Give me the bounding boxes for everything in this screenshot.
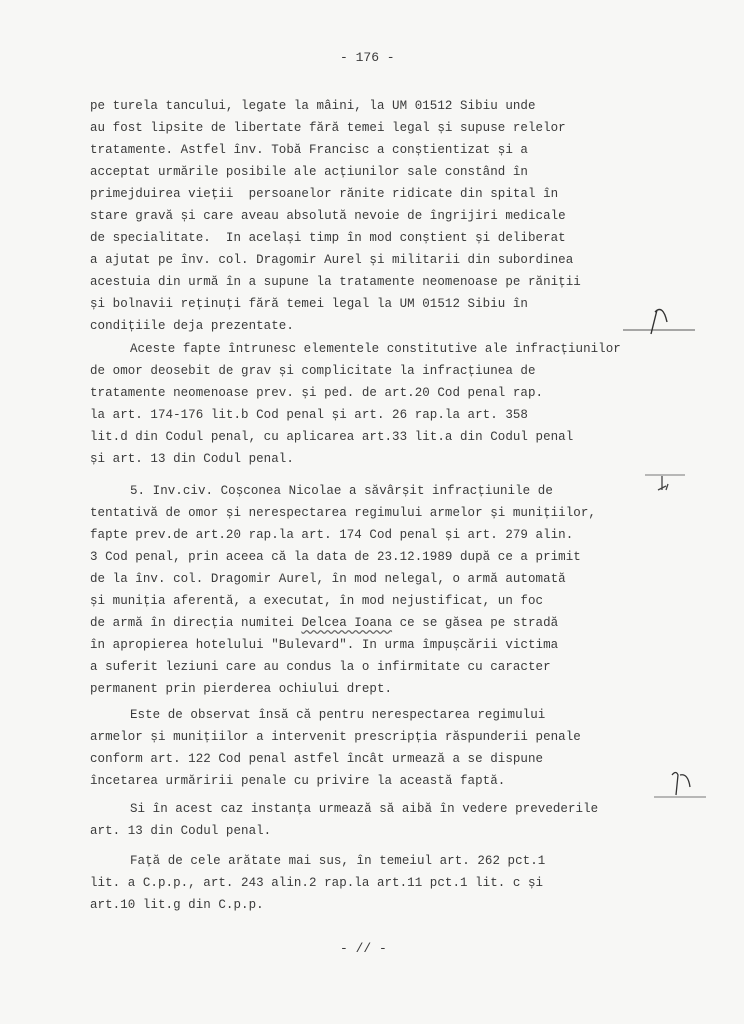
text-line: art.10 lit.g din C.p.p. (90, 898, 264, 912)
text-line: de omor deosebit de grav și complicitate la infracțiunea de (90, 364, 536, 378)
underlined-name: Delcea Ioana (301, 616, 393, 630)
text-line: în apropierea hotelului "Bulevard". In urma împușcării victima (90, 638, 559, 652)
text-line: Față de cele arătate mai sus, în temeiul art. 262 pct.1 (130, 854, 546, 868)
text-line: Si în acest caz instanța urmează să aibă în vedere prevederile (130, 802, 599, 816)
text-line: la art. 174-176 lit.b Cod penal și art. 26 rap.la art. 358 (90, 408, 528, 422)
text-line: acestuia din urmă în a supune la tratamente neomenoase pe răniții (90, 275, 581, 289)
text-line: permanent prin pierderea ochiului drept. (90, 682, 393, 696)
text-line: acceptat urmările posibile ale acțiunilor sale constând în (90, 165, 528, 179)
text-line: pe turela tancului, legate la mâini, la UM 01512 Sibiu unde (90, 99, 536, 113)
text-line: conform art. 122 Cod penal astfel încât urmează a se dispune (90, 752, 544, 766)
text-line: 3 Cod penal, prin aceea că la data de 23.12.1989 după ce a primit (90, 550, 581, 564)
text-line: 5. Inv.civ. Coșconea Nicolae a săvârșit infracțiunile de (130, 484, 553, 498)
text-line: fapte prev.de art.20 rap.la art. 174 Cod penal și art. 279 alin. (90, 528, 574, 542)
text-line: de specialitate. In același timp în mod conștient și deliberat (90, 231, 566, 245)
text-line: stare gravă și care aveau absolută nevoie de îngrijiri medicale (90, 209, 566, 223)
text-line: armelor și munițiilor a intervenit prescripția răspunderii penale (90, 730, 581, 744)
page-number: - 176 - (340, 50, 395, 65)
handwritten-initials-mark (640, 470, 690, 500)
text-segment: ce se găsea pe stradă (392, 616, 559, 630)
text-line: și bolnavii reținuți fără temei legal la UM 01512 Sibiu în (90, 297, 528, 311)
text-line: Aceste fapte întrunesc elementele constitutive ale infracțiunilor (130, 342, 621, 356)
text-line: Este de observat însă că pentru nerespectarea regimului (130, 708, 546, 722)
text-segment: de armă în direcția numitei (90, 616, 302, 630)
text-line: au fost lipsite de libertate fără temei legal și supuse relelor (90, 121, 566, 135)
text-line: de la înv. col. Dragomir Aurel, în mod nelegal, o armă automată (90, 572, 566, 586)
text-line: a suferit leziuni care au condus la o infirmitate cu caracter (90, 660, 551, 674)
text-line: tratamente neomenoase prev. și ped. de art.20 Cod penal rap. (90, 386, 544, 400)
text-line: primejduirea vieții persoanelor rănite ridicate din spital în (90, 187, 559, 201)
text-line: lit.d din Codul penal, cu aplicarea art.33 lit.a din Codul penal (90, 430, 574, 444)
text-line: încetarea urmăririi penale cu privire la această faptă. (90, 774, 506, 788)
text-line: tentativă de omor și nerespectarea regimului armelor și munițiilor, (90, 506, 596, 520)
text-line: și art. 13 din Codul penal. (90, 452, 294, 466)
text-line (90, 615, 558, 631)
page-footer: - // - (340, 941, 387, 956)
text-line: a ajutat pe înv. col. Dragomir Aurel și militarii din subordinea (90, 253, 574, 267)
handwritten-initials-mark (650, 765, 710, 805)
text-line: și muniția aferentă, a executat, în mod nejustificat, un foc (90, 594, 544, 608)
text-line: condițiile deja prezentate. (90, 319, 294, 333)
text-line: tratamente. Astfel înv. Tobă Francisc a conștientizat și a (90, 143, 528, 157)
text-line: art. 13 din Codul penal. (90, 824, 272, 838)
handwritten-initials-mark (615, 300, 705, 340)
text-line: lit. a C.p.p., art. 243 alin.2 rap.la art.11 pct.1 lit. c și (90, 876, 544, 890)
